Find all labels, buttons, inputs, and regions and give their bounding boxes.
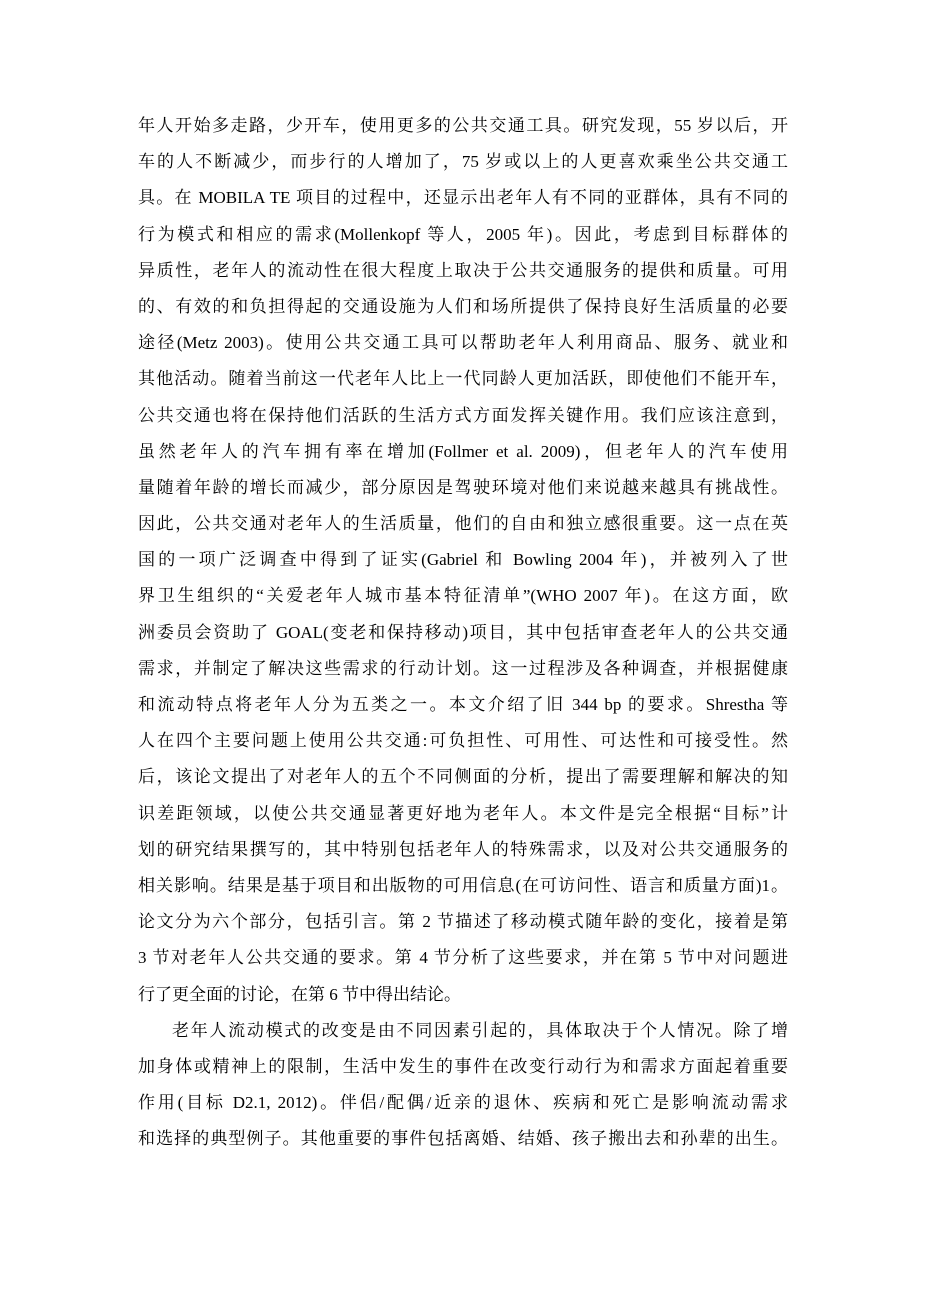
text-line: 途径(Metz 2003)。使用公共交通工具可以帮助老年人利用商品、服务、就业和 (138, 333, 788, 353)
text-line: 加身体或精神上的限制，生活中发生的事件在改变行动行为和需求方面起着重要 (138, 1056, 788, 1076)
text-line: 国的一项广泛调查中得到了证实(Gabriel 和 Bowling 2004 年)，并被列入了世 (138, 550, 788, 570)
text-line: 行为模式和相应的需求(Mollenkopf 等人，2005 年)。因此，考虑到目标群体的 (138, 224, 788, 244)
text-line: 量随着年龄的增长而减少，部分原因是驾驶环境对他们来说越来越具有挑战性。 (138, 477, 788, 497)
text-line: 相关影响。结果是基于项目和出版物的可用信息(在可访问性、语言和质量方面)1。 (138, 875, 788, 895)
text-line: 识差距领域，以使公共交通显著更好地为老年人。本文件是完全根据“目标”计 (138, 803, 788, 823)
text-line: 老年人流动模式的改变是由不同因素引起的，具体取决于个人情况。除了增 (172, 1020, 788, 1040)
text-line: 界卫生组织的“关爱老年人城市基本特征清单”(WHO 2007 年)。在这方面，欧 (138, 586, 788, 606)
text-line: 人在四个主要问题上使用公共交通:可负担性、可用性、可达性和可接受性。然 (138, 731, 788, 751)
paragraph-2 (138, 1013, 788, 1158)
text-line: 年人开始多走路，少开车，使用更多的公共交通工具。研究发现，55 岁以后，开 (138, 116, 788, 135)
document-text (138, 108, 788, 1157)
text-line: 其他活动。随着当前这一代老年人比上一代同龄人更加活跃，即使他们不能开车， (138, 369, 788, 389)
text-line: 公共交通也将在保持他们活跃的生活方式方面发挥关键作用。我们应该注意到， (138, 405, 788, 425)
text-line: 虽然老年人的汽车拥有率在增加(Follmer et al. 2009)，但老年人的汽车使用 (138, 441, 788, 461)
paragraph-1 (138, 108, 788, 1013)
text-line: 洲委员会资助了 GOAL(变老和保持移动)项目，其中包括审查老年人的公共交通 (138, 622, 788, 642)
text-line: 行了更全面的讨论，在第 6 节中得出结论。 (138, 984, 461, 1004)
text-line: 和选择的典型例子。其他重要的事件包括离婚、结婚、孩子搬出去和孙辈的出生。 (138, 1129, 788, 1149)
text-line: 因此，公共交通对老年人的生活质量，他们的自由和独立感很重要。这一点在英 (138, 514, 788, 534)
text-line: 车的人不断减少，而步行的人增加了，75 岁或以上的人更喜欢乘坐公共交通工 (138, 152, 788, 172)
text-line: 划的研究结果撰写的，其中特别包括老年人的特殊需求，以及对公共交通服务的 (138, 839, 788, 859)
text-line: 论文分为六个部分，包括引言。第 2 节描述了移动模式随年龄的变化，接着是第 (138, 912, 788, 932)
text-line: 具。在 MOBILA TE 项目的过程中，还显示出老年人有不同的亚群体，具有不同的 (138, 188, 788, 208)
text-line: 和流动特点将老年人分为五类之一。本文介绍了旧 344 bp 的要求。Shrestha 等 (138, 695, 788, 714)
text-line: 的、有效的和负担得起的交通设施为人们和场所提供了保持良好生活质量的必要 (138, 296, 788, 316)
text-line: 3 节对老年人公共交通的要求。第 4 节分析了这些要求，并在第 5 节中对问题进 (138, 948, 788, 968)
text-line: 异质性，老年人的流动性在很大程度上取决于公共交通服务的提供和质量。可用 (138, 260, 788, 280)
text-line: 需求，并制定了解决这些需求的行动计划。这一过程涉及各种调查，并根据健康 (138, 658, 788, 678)
text-line: 作用(目标 D2.1, 2012)。伴侣/配偶/近亲的退休、疾病和死亡是影响流动需求 (138, 1093, 788, 1113)
text-line: 后，该论文提出了对老年人的五个不同侧面的分析，提出了需要理解和解决的知 (138, 767, 788, 787)
